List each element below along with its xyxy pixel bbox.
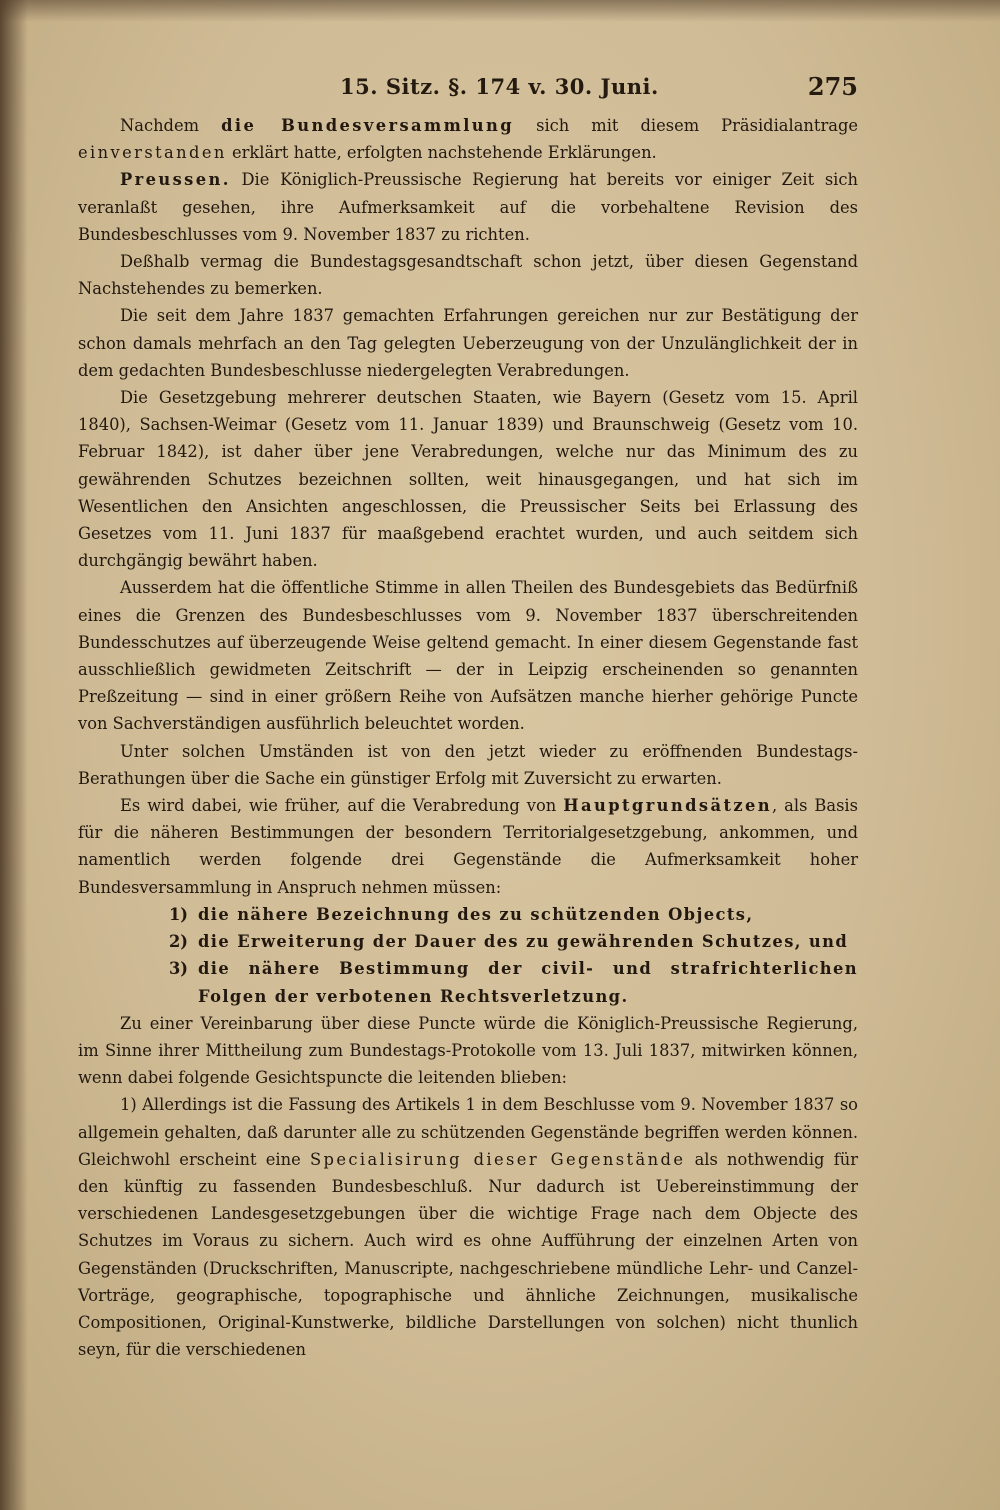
text-segment: Die Königlich-Preussische Regierung hat bereits vor einiger Zeit sich veranlaßt gesehen, ihre Aufmerksamkeit auf die vorbehaltene Revision des Bundesbeschlusses vom 9. November 1837 zu richten. [78,170,858,244]
paragraphs-after-list [78,1010,858,1364]
text-segment: Unter solchen Umständen ist von den jetzt wieder zu eröffnenden Bundestags-Berathungen über die Sache ein günstiger Erfolg mit Zuversicht zu erwarten. [78,741,858,788]
text-segment: Specialisirung dieser Gegenstände [309,1149,686,1169]
text-segment: Deßhalb vermag die Bundestagsgesandtschaft schon jetzt, über diesen Gegenstand Nachstehendes zu bemerken. [78,252,858,299]
text-segment: , als Basis für die näheren Bestimmungen der besondern Territorialgesetzgebung, ankommen, und namentlich werden folgende drei Gegenstände die Aufmerksamkeit hoher Bundesversammlung in Anspruch nehmen müssen: [78,796,858,897]
page-header [78,72,858,106]
page-top-shadow [0,0,1000,22]
paragraph [78,302,858,384]
list-item-text: die nähere Bestimmung der civil- und strafrichterlichen Folgen der verbotenen Rechtsverletzung. [198,959,858,1006]
text-segment: Es wird dabei, wie früher, auf die Verabredung von [120,796,564,816]
text-segment: Preussen. [120,170,231,190]
paragraph [78,1091,858,1363]
list-item [78,901,858,928]
paragraph [78,112,858,166]
paragraph [78,166,858,248]
list-item-number: 1) [168,904,188,924]
list-item-text: die Erweiterung der Dauer des zu gewährenden Schutzes, und [198,932,849,952]
list-item-number: 2) [168,932,188,952]
paragraphs-before-list [78,112,858,901]
numbered-list [78,901,858,1010]
list-item [78,928,858,955]
paragraph [78,574,858,737]
page-gutter-shadow [0,0,28,1510]
paragraph [78,792,858,901]
text-segment: Nachdem [120,116,222,135]
running-head: 15. Sitz. §. 174 v. 30. Juni. [340,74,659,99]
text-segment: Ausserdem hat die öffentliche Stimme in allen Theilen des Bundesgebiets das Bedürfniß eines die Grenzen des Bundesbeschlusses vom 9. November 1837 überschreitenden Bundesschutzes auf überzeugende Weise geltend gemacht. In einer diesem Gegenstande fast ausschließlich gewidmeten Zeitschrift — der in Leipzig erscheinenden so genannten Preßzeitung — sind in einer größern Reihe von Aufsätzen manche hierher gehörige Puncte von Sachverständigen ausführlich beleuchtet worden. [78,578,858,734]
text-segment: Die Gesetzgebung mehrerer deutschen Staaten, wie Bayern (Gesetz vom 15. April 1840), Sachsen-Weimar (Gesetz vom 11. Januar 1839) und Braunschweig (Gesetz vom 10. Februar 1842), ist daher über jene Verabredungen, welche nur das Minimum des zu gewährenden Schutzes bezeichnen sollten, weit hinausgegangen, und hat sich im Wesentlichen den Ansichten angeschlossen, die Preussischer Seits bei Erlassung des Gesetzes vom 11. Juni 1837 für maaßgebend erachtet wurden, und auch seitdem sich durchgängig bewährt haben. [78,388,858,571]
list-item-text: die nähere Bezeichnung des zu schützenden Objects, [198,904,754,924]
text-segment: einverstanden [78,143,227,163]
paragraph [78,248,858,302]
page-number: 275 [807,72,858,101]
paragraph [78,738,858,792]
text-segment: Zu einer Vereinbarung über diese Puncte würde die Königlich-Preussische Regierung, im Sinne ihrer Mittheilung zum Bundestags-Protokolle vom 13. Juli 1837, mitwirken können, wenn dabei folgende Gesichtspuncte die leitenden blieben: [78,1013,858,1088]
paragraph [78,1010,858,1092]
text-segment: die Bundesversammlung [221,116,515,135]
text-segment: als nothwendig für den künftig zu fassenden Bundesbeschluß. Nur dadurch ist Uebereinstimmung der verschiedenen Landesgesetzgebungen über die wichtige Frage nach dem Objecte des Schutzes im Voraus zu sichern. Auch wird es ohne Aufführung der einzelnen Arten von Gegenständen (Druckschriften, Manuscripte, nachgeschriebene mündliche Lehr- und Canzel-Vorträge, geographische, topographische und ähnliche Zeichnungen, musikalische Compositionen, Original-Kunstwerke, bildliche Darstellungen von solchen) nicht thunlich seyn, für die verschiedenen [78,1149,858,1360]
text-segment: Hauptgrundsätzen [563,796,773,816]
text-segment: erklärt hatte, erfolgten nachstehende Erklärungen. [226,143,657,163]
list-item-number: 3) [168,959,188,979]
text-segment: Die seit dem Jahre 1837 gemachten Erfahrungen gereichen nur zur Bestätigung der schon damals mehrfach an den Tag gelegten Ueberzeugung von der Unzulänglichkeit der in dem gedachten Bundesbeschlusse niedergelegten Verabredungen. [78,306,858,380]
list-item [78,955,858,1009]
text-segment: 1) Allerdings ist die Fassung des Artikels 1 in dem Beschlusse vom 9. November 1837 so allgemein gehalten, daß darunter alle zu schützenden Gegenstände begriffen werden können. Gleichwohl erscheint eine [78,1095,858,1169]
paragraph [78,384,858,574]
text-segment: sich mit diesem Präsidialantrage [514,116,859,135]
page-body [78,112,858,1363]
